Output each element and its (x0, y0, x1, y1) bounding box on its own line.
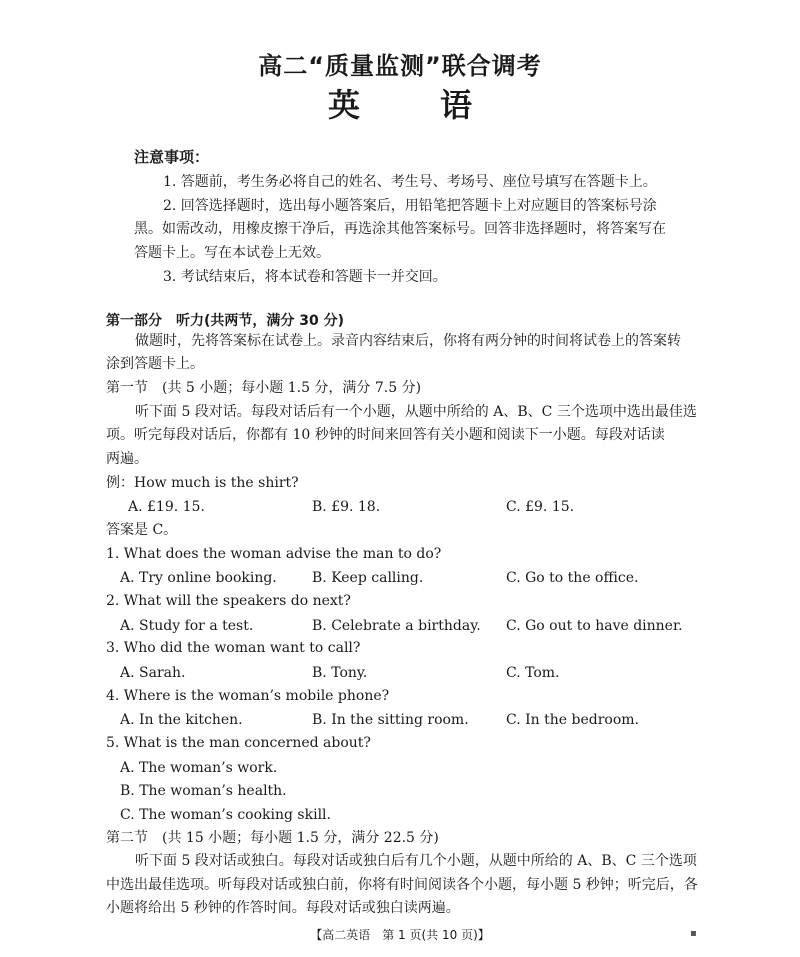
page-footer: 【高二英语 第 1 页(共 10 页)】 (310, 928, 490, 942)
notice-line: 黑。如需改动，用橡皮擦干净后，再选涂其他答案标号。回答非选择题时，将答案写在 (134, 221, 666, 237)
example-question: 例：How much is the shirt? (106, 475, 299, 491)
option-c: C. Go out to have dinner. (506, 618, 683, 634)
notice-line: 答题卡上。写在本试卷上无效。 (134, 245, 330, 261)
section2-instruction: 中选出最佳选项。听每段对话或独白前，你将有时间阅读各个小题，每小题 5 秒钟；听完后，各 (106, 877, 698, 893)
section1-instruction: 项。听完每段对话后，你都有 10 秒钟的时间来回答有关小题和阅读下一小题。每段对话读 (106, 427, 665, 443)
option-c: C. £9. 15. (506, 499, 575, 515)
part1-intro: 涂到答题卡上。 (106, 356, 204, 372)
option-c: C. The woman’s cooking skill. (120, 807, 331, 823)
question-4: 4. Where is the woman’s mobile phone? (106, 688, 390, 704)
option-b: B. In the sitting room. (312, 712, 469, 728)
notice-line: 2. 回答选择题时，选出每小题答案后，用铅笔把答题卡上对应题目的答案标号涂 (163, 198, 657, 214)
option-c: C. Go to the office. (506, 570, 639, 586)
option-b: B. The woman’s health. (120, 783, 287, 799)
section2-instruction: 小题将给出 5 秒钟的作答时间。每段对话或独白读两遍。 (106, 900, 460, 916)
option-b: B. Celebrate a birthday. (312, 618, 481, 634)
section2-instruction: 听下面 5 段对话或独白。每段对话或独白后有几个小题，从题中所给的 A、B、C 三个选项 (135, 853, 697, 869)
option-a: A. Sarah. (120, 665, 186, 681)
option-b: B. Tony. (312, 665, 368, 681)
option-b: B. £9. 18. (312, 499, 381, 515)
section1-heading: 第一节 (共 5 小题；每小题 1.5 分，满分 7.5 分) (106, 380, 422, 396)
notice-heading: 注意事项： (134, 148, 210, 166)
option-b: B. Keep calling. (312, 570, 424, 586)
option-a: A. In the kitchen. (120, 712, 243, 728)
option-a: A. Study for a test. (120, 618, 254, 634)
exam-title: 高二“质量监测”联合调考 (258, 52, 542, 80)
notice-line: 1. 答题前，考生务必将自己的姓名、考生号、考场号、座位号填写在答题卡上。 (163, 174, 657, 190)
notice-line: 3. 考试结束后，将本试卷和答题卡一并交回。 (163, 269, 447, 285)
option-a: A. Try online booking. (120, 570, 277, 586)
option-a: A. £19. 15. (128, 499, 205, 515)
subject-title (0, 80, 800, 126)
question-1: 1. What does the woman advise the man to do? (106, 546, 442, 562)
option-a: A. The woman’s work. (120, 760, 278, 776)
subject-char-2: 语 (440, 86, 473, 124)
option-c: C. Tom. (506, 665, 560, 681)
question-5: 5. What is the man concerned about? (106, 735, 371, 751)
example-answer: 答案是 C。 (106, 522, 178, 538)
corner-mark: ▪ (690, 928, 697, 939)
section2-heading: 第二节 (共 15 小题；每小题 1.5 分，满分 22.5 分) (106, 830, 439, 846)
question-2: 2. What will the speakers do next? (106, 593, 351, 609)
section1-instruction: 听下面 5 段对话。每段对话后有一个小题，从题中所给的 A、B、C 三个选项中选出最佳选 (135, 404, 697, 420)
part1-heading: 第一部分 听力(共两节，满分 30 分) (106, 313, 345, 329)
part1-intro: 做题时，先将答案标在试卷上。录音内容结束后，你将有两分钟的时间将试卷上的答案转 (135, 333, 681, 349)
section1-instruction: 两遍。 (106, 451, 148, 467)
question-3: 3. Who did the woman want to call? (106, 640, 361, 656)
option-c: C. In the bedroom. (506, 712, 639, 728)
subject-char-1: 英 (327, 86, 360, 124)
